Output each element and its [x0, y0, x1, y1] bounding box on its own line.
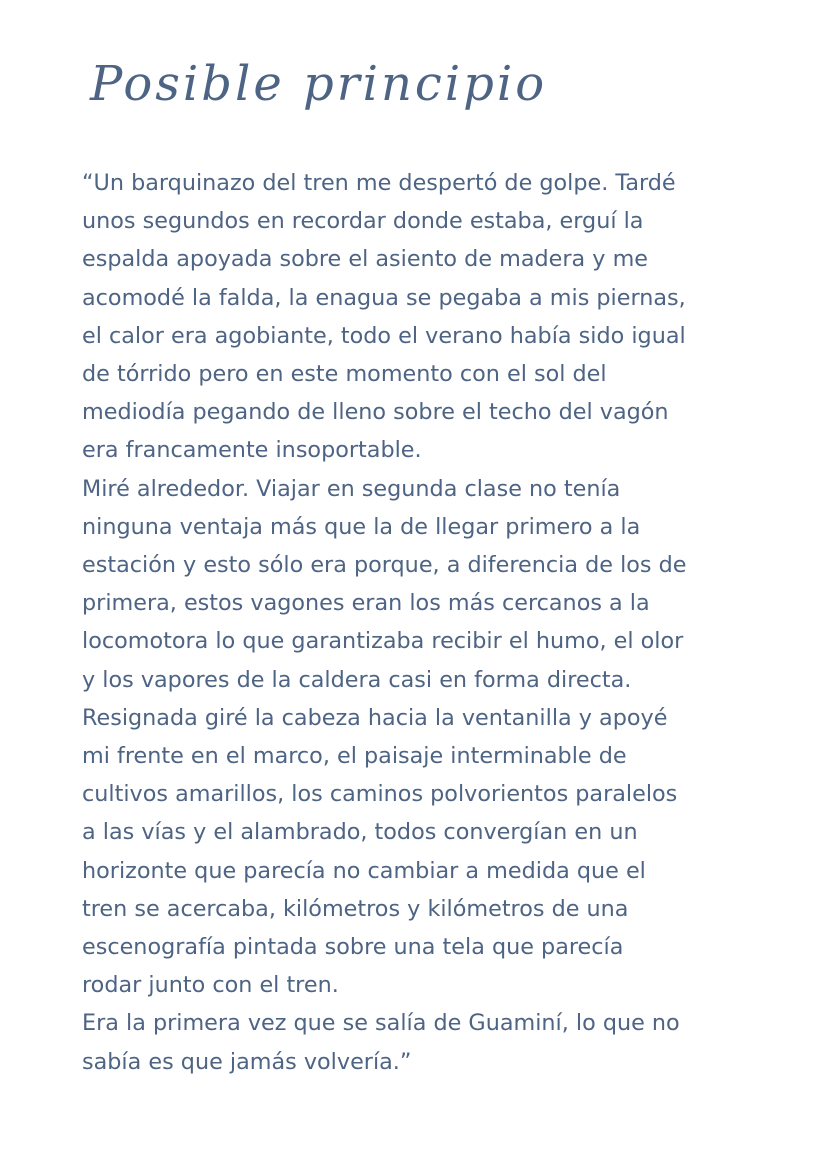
- text-line: Resignada giré la cabeza hacia la ventanilla y apoyé: [82, 704, 668, 731]
- text-line: unos segundos en recordar donde estaba, erguí la: [82, 208, 644, 235]
- text-line: mi frente en el marco, el paisaje interminable de: [82, 743, 627, 770]
- text-line: el calor era agobiante, todo el verano había sido igual: [82, 322, 686, 349]
- text-line: acomodé la falda, la enagua se pegaba a mis piernas,: [82, 284, 686, 311]
- text-line: horizonte que parecía no cambiar a medida que el: [82, 857, 646, 884]
- text-line: ninguna ventaja más que la de llegar primero a la: [82, 513, 641, 540]
- text-line: cultivos amarillos, los caminos polvorientos paralelos: [82, 781, 678, 808]
- text-line: Era la primera vez que se salía de Guaminí, lo que no: [82, 1010, 680, 1037]
- text-line: rodar junto con el tren.: [82, 972, 339, 999]
- page-title: Posible principio: [90, 56, 548, 112]
- text-line: tren se acercaba, kilómetros y kilómetros de una: [82, 895, 629, 922]
- text-line: mediodía pegando de lleno sobre el techo del vagón: [82, 399, 669, 426]
- text-line: estación y esto sólo era porque, a diferencia de los de: [82, 552, 687, 579]
- body-text: [82, 164, 750, 1081]
- text-line: primera, estos vagones eran los más cercanos a la: [82, 590, 650, 617]
- text-line: escenografía pintada sobre una tela que parecía: [82, 934, 624, 961]
- text-line: de tórrido pero en este momento con el sol del: [82, 361, 607, 388]
- text-line: era francamente insoportable.: [82, 437, 422, 464]
- text-line: a las vías y el alambrado, todos convergían en un: [82, 819, 638, 846]
- text-line: sabía es que jamás volvería.”: [82, 1048, 412, 1075]
- text-line: y los vapores de la caldera casi en forma directa.: [82, 666, 632, 693]
- text-line: “Un barquinazo del tren me despertó de golpe. Tardé: [82, 170, 676, 196]
- text-line: Miré alrededor. Viajar en segunda clase no tenía: [82, 475, 621, 502]
- text-line: espalda apoyada sobre el asiento de madera y me: [82, 246, 649, 273]
- text-line: locomotora lo que garantizaba recibir el humo, el olor: [82, 628, 684, 655]
